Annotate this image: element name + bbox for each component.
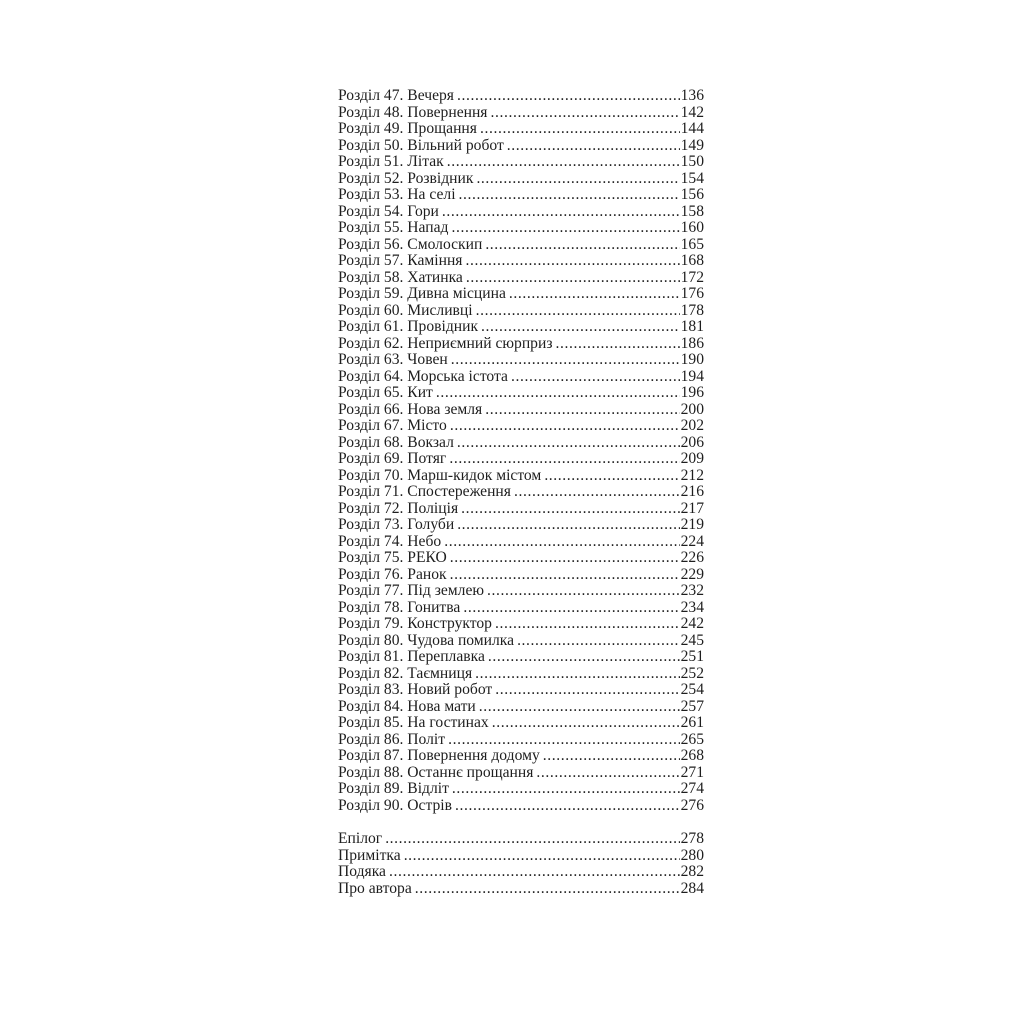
toc-entry-page-number: 257 — [680, 697, 704, 715]
toc-entry-label: Розділ 63. Човен — [338, 351, 448, 368]
dot-leader — [481, 319, 680, 336]
toc-entry-page-number: 149 — [680, 136, 704, 154]
dot-leader — [444, 534, 679, 551]
toc-entry — [338, 154, 704, 171]
toc-entry — [338, 567, 704, 584]
toc-entry — [338, 715, 704, 732]
dot-leader — [509, 286, 680, 303]
dot-leader — [457, 435, 680, 452]
toc-entry-page-number: 271 — [680, 763, 704, 781]
dot-leader — [447, 154, 680, 171]
dot-leader — [485, 402, 679, 419]
toc-entry-page-number: 165 — [680, 235, 704, 253]
toc-entry-page-number: 280 — [680, 846, 704, 864]
toc-entry-label: Про автора — [338, 879, 412, 897]
toc-entry-page-number: 254 — [680, 681, 704, 698]
toc-entry — [338, 468, 704, 485]
toc-entry-page-number: 154 — [680, 169, 704, 187]
toc-entry-page-number: 209 — [680, 450, 704, 467]
dot-leader — [495, 616, 680, 633]
table-of-contents — [338, 88, 704, 897]
toc-entry-page-number: 276 — [680, 796, 704, 814]
toc-entry — [338, 501, 704, 518]
toc-entry — [338, 286, 704, 303]
toc-entry — [338, 385, 704, 402]
toc-entry — [338, 682, 704, 699]
toc-entry-label: Розділ 75. РЕКО — [338, 549, 447, 566]
toc-entry-page-number: 216 — [680, 483, 704, 500]
toc-entry-label: Розділ 82. Таємниця — [338, 664, 473, 682]
toc-entry-label: Розділ 77. Під землею — [338, 582, 485, 599]
toc-entry — [338, 138, 704, 155]
toc-entry — [338, 517, 704, 534]
toc-entry-page-number: 196 — [680, 384, 704, 401]
toc-entry-label: Розділ 74. Небо — [338, 532, 442, 550]
dot-leader — [442, 204, 680, 221]
toc-entry — [338, 451, 704, 468]
toc-entry-page-number: 219 — [680, 516, 704, 533]
toc-entry — [338, 418, 704, 435]
toc-entry — [338, 831, 704, 848]
dot-leader — [451, 220, 679, 237]
toc-entry-label: Розділ 81. Переплавка — [338, 648, 485, 665]
toc-entry — [338, 633, 704, 650]
dot-leader — [457, 88, 680, 105]
toc-entry — [338, 88, 704, 105]
toc-entry — [338, 550, 704, 567]
toc-entry-label: Розділ 49. Прощання — [338, 120, 477, 137]
toc-entry-page-number: 158 — [680, 202, 704, 220]
toc-entry-label: Розділ 55. Напад — [338, 219, 449, 236]
dot-leader — [487, 583, 680, 600]
dot-leader — [555, 336, 679, 353]
toc-entry-page-number: 186 — [680, 334, 704, 352]
toc-entry — [338, 600, 704, 617]
dot-leader — [466, 270, 680, 287]
toc-entry-label: Розділ 54. Гори — [338, 202, 439, 220]
dot-leader — [463, 600, 679, 617]
toc-entry — [338, 583, 704, 600]
toc-entry-label: Розділ 59. Дивна місцина — [338, 285, 506, 302]
toc-entry-label: Розділ 87. Повернення додому — [338, 747, 540, 764]
toc-entry-page-number: 144 — [680, 120, 704, 137]
dot-leader — [449, 451, 679, 468]
toc-entry-page-number: 168 — [680, 252, 704, 269]
dot-leader — [485, 237, 679, 254]
dot-leader — [459, 187, 680, 204]
toc-entry-page-number: 226 — [680, 549, 704, 566]
toc-entry — [338, 781, 704, 798]
toc-entry-page-number: 284 — [680, 879, 704, 897]
toc-entry-label: Розділ 71. Спостереження — [338, 483, 511, 500]
toc-entry-label: Розділ 84. Нова мати — [338, 697, 476, 715]
toc-entry-page-number: 232 — [680, 582, 704, 599]
toc-entry — [338, 649, 704, 666]
toc-entry — [338, 352, 704, 369]
toc-entry — [338, 105, 704, 122]
dot-leader — [495, 682, 679, 699]
toc-entry-label: Розділ 78. Гонитва — [338, 598, 461, 616]
toc-entry-label: Розділ 61. Провідник — [338, 318, 479, 335]
toc-entry — [338, 748, 704, 765]
dot-leader — [385, 831, 679, 848]
toc-entry-label: Розділ 65. Кит — [338, 384, 433, 401]
dot-leader — [488, 649, 680, 666]
toc-entry — [338, 220, 704, 237]
dot-leader — [461, 501, 679, 518]
toc-entry-page-number: 136 — [680, 87, 704, 104]
toc-entry — [338, 270, 704, 287]
toc-entry-page-number: 212 — [680, 466, 704, 484]
toc-entry-page-number: 268 — [680, 747, 704, 764]
toc-entry — [338, 336, 704, 353]
dot-leader — [476, 171, 679, 188]
toc-entry-label: Розділ 57. Каміння — [338, 252, 463, 269]
toc-entry — [338, 765, 704, 782]
toc-entry — [338, 253, 704, 270]
toc-entry-label: Розділ 50. Вільний робот — [338, 136, 504, 154]
dot-leader — [465, 253, 679, 270]
toc-entry-label: Розділ 52. Розвідник — [338, 169, 474, 187]
toc-entry-page-number: 274 — [680, 780, 704, 797]
toc-entry-page-number: 252 — [680, 664, 704, 682]
dot-leader — [389, 864, 680, 881]
toc-entry-page-number: 156 — [680, 186, 704, 203]
toc-entry-label: Розділ 58. Хатинка — [338, 268, 463, 286]
toc-entry — [338, 534, 704, 551]
dot-leader — [436, 385, 680, 402]
toc-entry-page-number: 229 — [680, 565, 704, 583]
toc-entry-label: Розділ 51. Літак — [338, 153, 444, 170]
toc-entry-label: Розділ 80. Чудова помилка — [338, 631, 515, 649]
toc-entry-label: Розділ 73. Голуби — [338, 516, 455, 533]
toc-entry — [338, 171, 704, 188]
toc-entry-page-number: 261 — [680, 714, 704, 731]
toc-entry-page-number: 142 — [680, 103, 704, 121]
toc-entry-page-number: 181 — [680, 318, 704, 335]
toc-entry-label: Розділ 56. Смолоскип — [338, 235, 483, 253]
toc-entry — [338, 699, 704, 716]
toc-entry-page-number: 265 — [680, 730, 704, 748]
toc-entry-label: Розділ 60. Мисливці — [338, 301, 473, 319]
toc-entry-page-number: 234 — [680, 598, 704, 616]
dot-leader — [455, 798, 680, 815]
toc-entry-page-number: 242 — [680, 615, 704, 632]
back-matter-section — [338, 831, 704, 897]
dot-leader — [536, 765, 679, 782]
toc-entry-label: Розділ 72. Поліція — [338, 499, 459, 517]
toc-entry — [338, 319, 704, 336]
toc-entry-page-number: 176 — [680, 285, 704, 302]
toc-entry — [338, 237, 704, 254]
toc-entry-label: Розділ 79. Конструктор — [338, 615, 492, 632]
dot-leader — [511, 369, 680, 386]
toc-entry-page-number: 206 — [680, 433, 704, 451]
toc-entry-label: Розділ 47. Вечеря — [338, 87, 454, 104]
dot-leader — [450, 418, 680, 435]
toc-entry-label: Розділ 86. Політ — [338, 730, 446, 748]
toc-entry-label: Розділ 64. Морська істота — [338, 367, 508, 385]
toc-entry-label: Розділ 53. На селі — [338, 186, 456, 203]
toc-entry-label: Розділ 76. Ранок — [338, 565, 447, 583]
toc-entry-page-number: 224 — [680, 532, 704, 550]
dot-leader — [476, 303, 680, 320]
toc-entry-label: Розділ 90. Острів — [338, 796, 452, 814]
dot-leader — [452, 781, 680, 798]
toc-entry-label: Розділ 48. Повернення — [338, 103, 488, 121]
toc-entry-page-number: 245 — [680, 631, 704, 649]
dot-leader — [479, 699, 680, 716]
dot-leader — [448, 732, 680, 749]
toc-entry — [338, 732, 704, 749]
dot-leader — [415, 881, 680, 898]
dot-leader — [507, 138, 680, 155]
dot-leader — [517, 633, 680, 650]
toc-entry-page-number: 251 — [680, 648, 704, 665]
toc-entry-label: Розділ 83. Новий робот — [338, 681, 493, 698]
toc-entry-page-number: 278 — [680, 830, 704, 847]
dot-leader — [450, 567, 680, 584]
toc-entry-label: Розділ 67. Місто — [338, 417, 447, 434]
toc-entry-label: Примітка — [338, 846, 401, 864]
toc-entry — [338, 666, 704, 683]
toc-entry-page-number: 172 — [680, 268, 704, 286]
toc-entry-page-number: 178 — [680, 301, 704, 319]
dot-leader — [475, 666, 679, 683]
dot-leader — [450, 550, 680, 567]
toc-entry — [338, 616, 704, 633]
toc-entry — [338, 435, 704, 452]
toc-entry-label: Подяка — [338, 863, 386, 880]
toc-entry-label: Розділ 69. Потяг — [338, 450, 447, 467]
toc-entry — [338, 864, 704, 881]
toc-entry — [338, 798, 704, 815]
dot-leader — [492, 715, 680, 732]
dot-leader — [404, 848, 680, 865]
dot-leader — [544, 468, 679, 485]
toc-entry — [338, 484, 704, 501]
dot-leader — [451, 352, 680, 369]
dot-leader — [490, 105, 679, 122]
toc-entry-label: Розділ 62. Неприємний сюрприз — [338, 334, 553, 352]
toc-entry — [338, 303, 704, 320]
toc-entry-page-number: 202 — [680, 417, 704, 434]
toc-entry-label: Розділ 70. Марш-кидок містом — [338, 466, 542, 484]
toc-entry-label: Розділ 68. Вокзал — [338, 433, 454, 451]
toc-entry — [338, 369, 704, 386]
toc-entry-page-number: 194 — [680, 367, 704, 385]
toc-entry-page-number: 190 — [680, 351, 704, 368]
dot-leader — [480, 121, 680, 138]
toc-entry-label: Розділ 89. Відліт — [338, 780, 449, 797]
toc-entry-page-number: 217 — [680, 499, 704, 517]
dot-leader — [514, 484, 680, 501]
toc-entry — [338, 204, 704, 221]
toc-entry-page-number: 150 — [680, 153, 704, 170]
toc-entry-label: Розділ 85. На гостинах — [338, 714, 489, 731]
toc-entry — [338, 187, 704, 204]
toc-entry — [338, 402, 704, 419]
toc-entry — [338, 848, 704, 865]
toc-entry-label: Розділ 66. Нова земля — [338, 400, 483, 418]
toc-entry-page-number: 200 — [680, 400, 704, 418]
toc-entry — [338, 121, 704, 138]
toc-entry-label: Розділ 88. Останнє прощання — [338, 763, 534, 781]
dot-leader — [543, 748, 680, 765]
toc-entry-page-number: 160 — [680, 219, 704, 236]
chapters-section — [338, 88, 704, 814]
dot-leader — [457, 517, 679, 534]
toc-entry-page-number: 282 — [680, 863, 704, 880]
toc-entry — [338, 881, 704, 898]
toc-entry-label: Епілог — [338, 830, 383, 847]
